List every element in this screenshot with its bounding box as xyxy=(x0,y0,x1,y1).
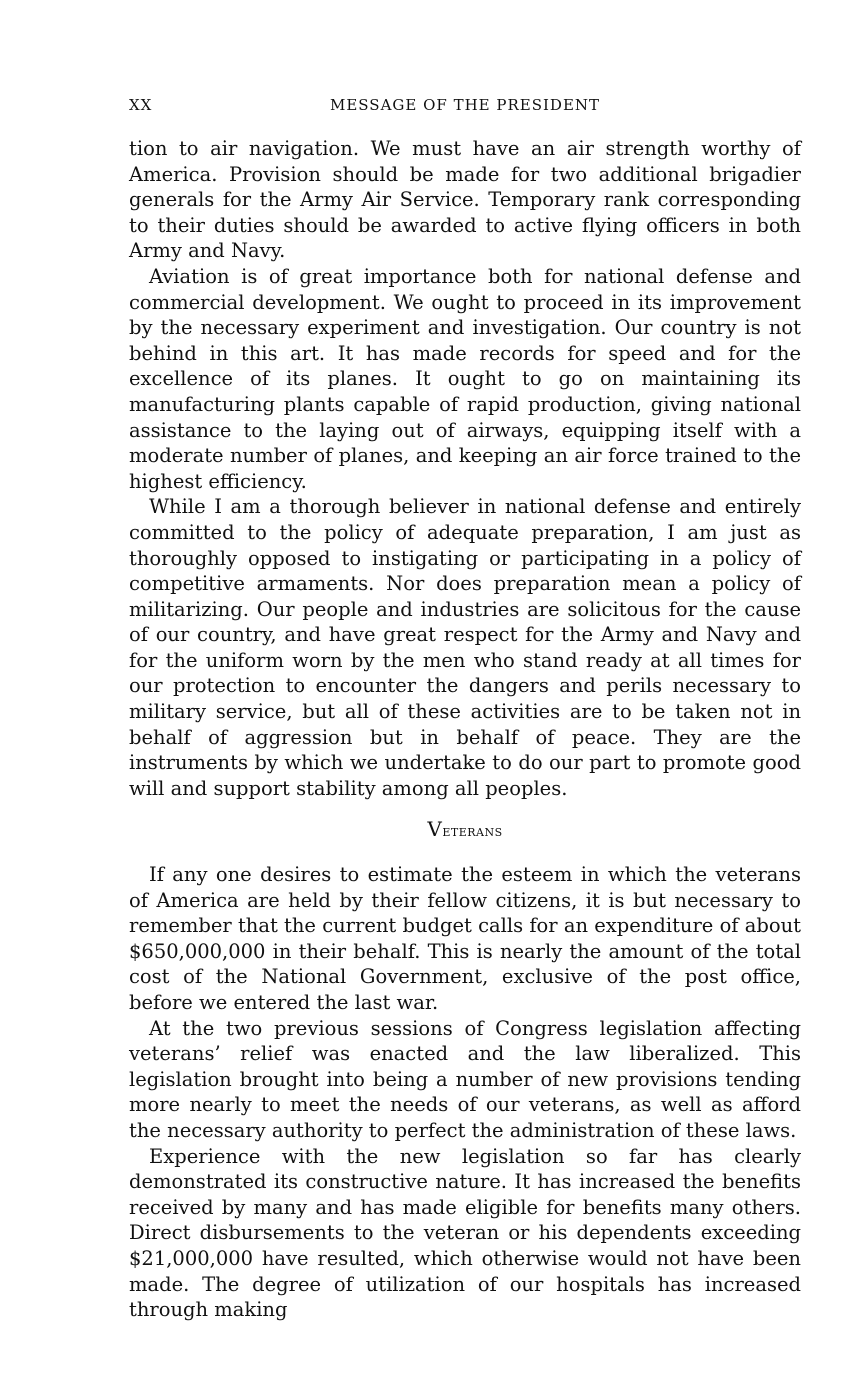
paragraph-experience: Experience with the new legislation so far has clearly demonstrated its constructive nature. It has increased the benefits received by many and has made eligible for benefits many others. Direct disbursements to the veteran or his dependents exceeding $21,000,000 have resulted, which otherwise would not have been made. The degree of utilization of our hospitals has increased through making xyxy=(129,1144,801,1322)
paragraph-congress-legislation: At the two previous sessions of Congress legislation affecting veterans’ relief was enacted and the law liberalized. This legislation brought into being a number of new provisions tending more nearly to meet the needs of our veterans, as well as afford the necessary authority to perfect the administration of these laws. xyxy=(129,1016,801,1142)
paragraph-aviation: Aviation is of great importance both for national defense and commercial development. We ought to proceed in its improvement by the necessary experiment and investigation. Our country is not behind in this art. It has made records for speed and for the excellence of its planes. It ought to go on maintaining its manufacturing plants capable of rapid production, giving national assistance to the laying out of airways, equipping itself with a moderate number of planes, and keeping an air force trained to the highest efficiency. xyxy=(129,264,801,493)
page-header xyxy=(129,96,801,118)
page-number: XX xyxy=(129,96,153,114)
section-heading-rest: eterans xyxy=(442,821,503,841)
body-text xyxy=(129,136,801,1323)
paragraph-air-navigation: tion to air navigation. We must have an air strength worthy of America. Provision should be made for two additional brigadier generals for the Army Air Service. Temporary rank corresponding to their duties should be awarded to active flying officers in both Army and Navy. xyxy=(129,137,801,263)
paragraph-veterans-esteem: If any one desires to estimate the esteem in which the veterans of America are held by their fellow citizens, it is but necessary to remember that the current budget calls for an expenditure of about $650,000,000 in their behalf. This is nearly the amount of the total cost of the National Government, exclusive of the post office, before we entered the last war. xyxy=(129,863,801,1014)
running-title: MESSAGE OF THE PRESIDENT xyxy=(329,96,601,114)
section-heading-veterans xyxy=(129,817,801,844)
section-heading-initial: V xyxy=(427,817,443,842)
paragraph-national-defense: While I am a thorough believer in national defense and entirely committed to the policy of adequate preparation, I am just as thoroughly opposed to instigating or participating in a policy of competitive armaments. Nor does preparation mean a policy of militarizing. Our people and industries are solicitous for the cause of our country, and have great respect for the Army and Navy and for the uniform worn by the men who stand ready at all times for our protection to encounter the dangers and perils necessary to military service, but all of these activities are to be taken not in behalf of aggression but in behalf of peace. They are the instruments by which we undertake to do our part to promote good will and support stability among all peoples. xyxy=(129,495,801,800)
